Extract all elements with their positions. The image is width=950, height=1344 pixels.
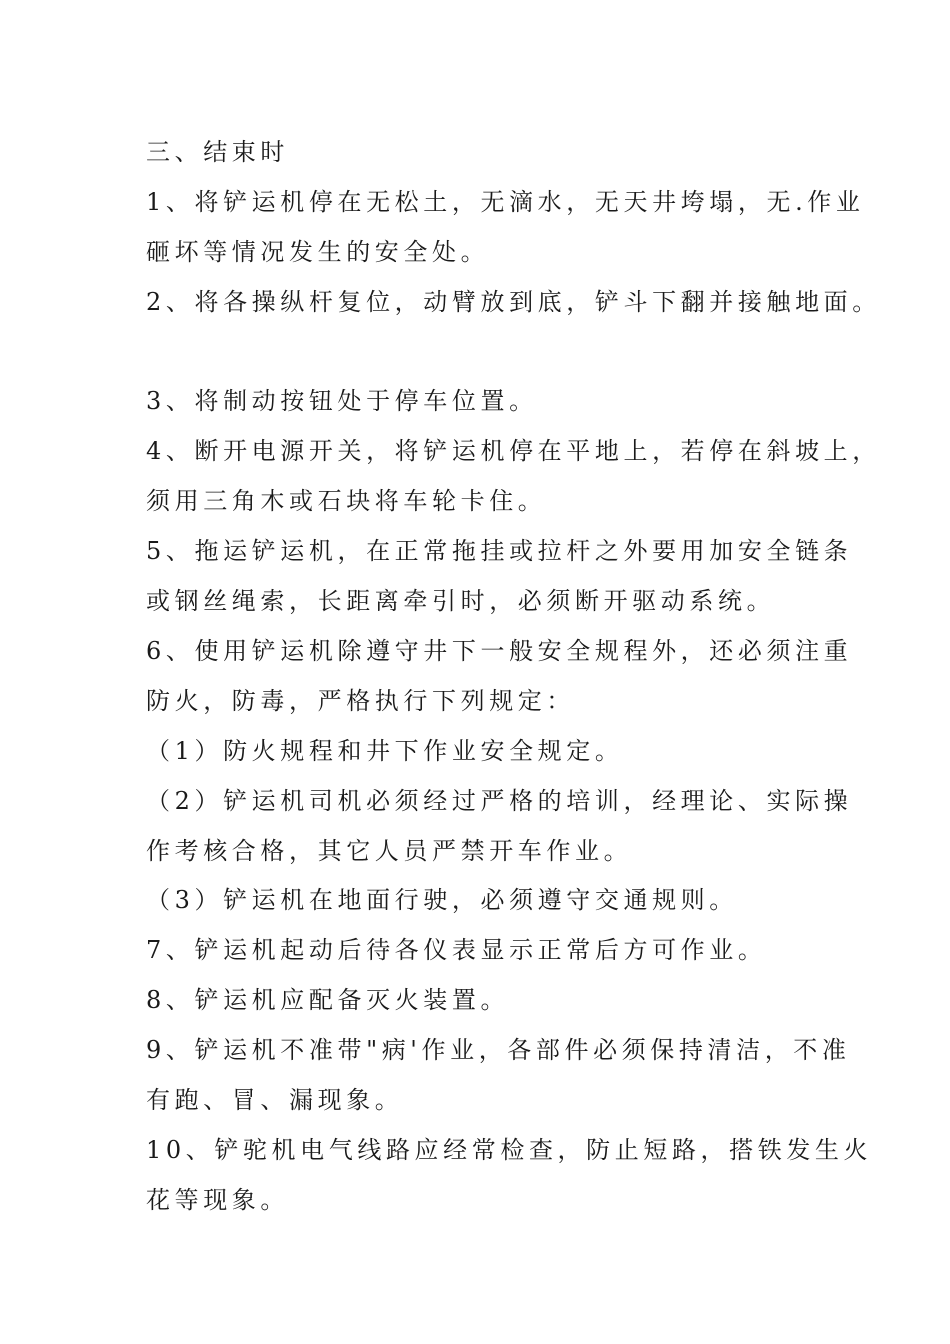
- list-item: （1）防火规程和井下作业安全规定。: [146, 737, 624, 765]
- paragraph-line: 或钢丝绳索，长距离牵引时，必须断开驱动系统。: [146, 587, 776, 615]
- paragraph-line: 5、拖运铲运机，在正常拖挂或拉杆之外要用加安全链条: [146, 537, 853, 565]
- paragraph-line: 9、铲运机不准带"病'作业，各部件必须保持清洁，不准: [146, 1036, 851, 1064]
- paragraph-line: 7、铲运机起动后待各仪表显示正常后方可作业。: [146, 936, 767, 964]
- paragraph-line: 砸坏等情况发生的安全处。: [146, 238, 490, 266]
- paragraph-line: 花等现象。: [146, 1186, 289, 1214]
- paragraph-line: 须用三角木或石块将车轮卡住。: [146, 487, 547, 515]
- paragraph-line: 10、铲驼机电气线路应经常检查，防止短路，搭铁发生火: [146, 1136, 873, 1164]
- paragraph-line: 4、断开电源开关，将铲运机停在平地上，若停在斜坡上，: [146, 437, 881, 465]
- list-item: （3）铲运机在地面行驶，必须遵守交通规则。: [146, 886, 738, 914]
- section-heading: 三、结束时: [146, 138, 289, 166]
- list-item: （2）铲运机司机必须经过严格的培训，经理论、实际操: [146, 787, 853, 815]
- paragraph-line: 1、将铲运机停在无松土，无滴水，无天井垮塌，无.作业: [146, 188, 865, 216]
- paragraph-line: 8、铲运机应配备灭火装置。: [146, 986, 510, 1014]
- paragraph-line: 3、将制动按钮处于停车位置。: [146, 387, 538, 415]
- list-item: 作考核合格，其它人员严禁开车作业。: [146, 837, 633, 865]
- paragraph-line: 有跑、冒、漏现象。: [146, 1086, 404, 1114]
- paragraph-line: 2、将各操纵杆复位，动臂放到底，铲斗下翻并接触地面。: [146, 288, 881, 316]
- paragraph-line: 6、使用铲运机除遵守井下一般安全规程外，还必须注重: [146, 637, 853, 665]
- paragraph-line: 防火，防毒，严格执行下列规定：: [146, 687, 575, 715]
